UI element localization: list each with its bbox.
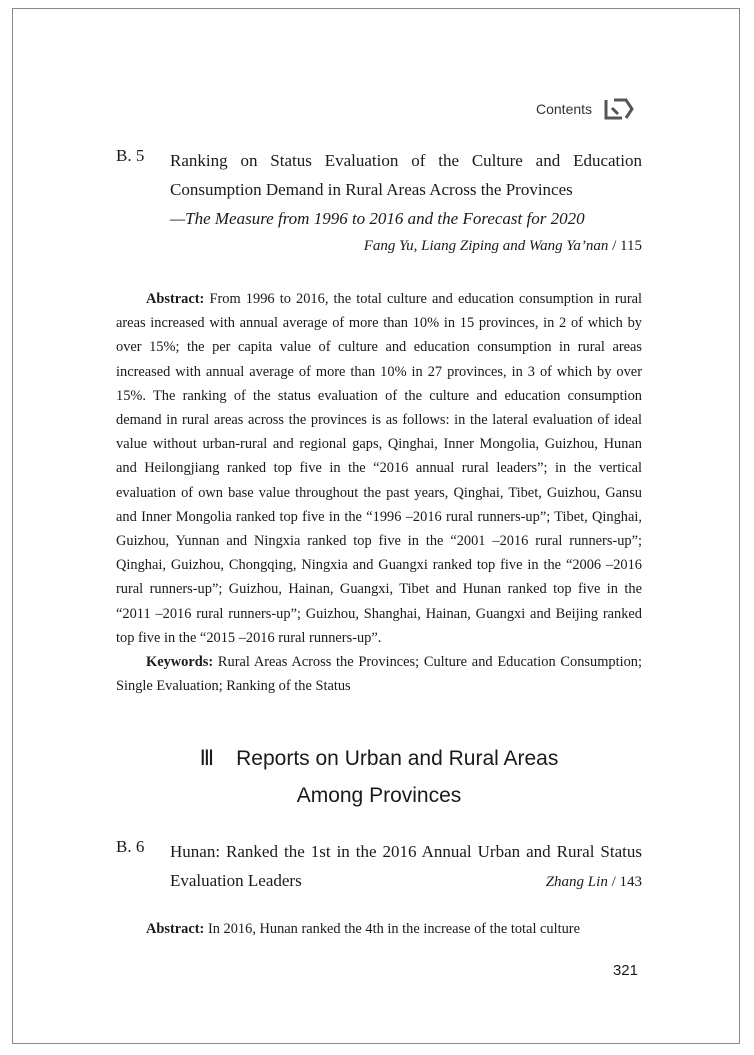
page-separator: / (607, 874, 620, 890)
entry-authors: Zhang Lin (545, 874, 608, 890)
entry-page: 143 (619, 874, 642, 890)
page-separator: / (608, 238, 621, 254)
section-heading (116, 740, 642, 814)
section-title-line1: Reports on Urban and Rural Areas (236, 747, 559, 770)
abstract-label: Abstract: (146, 921, 205, 937)
section-roman-numeral: Ⅲ (199, 747, 215, 770)
entry-page: 115 (620, 238, 642, 254)
toc-entry-b5[interactable] (116, 146, 642, 264)
entry-number: B. 5 (116, 146, 145, 165)
toc-entry-b6[interactable] (116, 837, 642, 897)
abstract-b5 (116, 287, 642, 698)
entry-title-block (170, 146, 642, 259)
abstract-text: From 1996 to 2016, the total culture and education consumption in rural areas increased with annual average of more than 10% in 15 provinces, in 2 of which by over 15%; the per capita value of culture and education consumption in rural areas increased with annual average of more than 10% in 27 provinces, in 3 of which by over 15%. The ranking of the status evaluation of the culture and education consumption demand in rural areas across the provinces is as follows: in the lateral evaluation of ideal value without urban-rural and regional gaps, Qinghai, Inner Mongolia, Guizhou, Hunan and Heilongjiang ranked top five in the “2016 annual rural leaders”; in the vertical evaluation of own base value throughout the past years, Qinghai, Tibet, Guizhou, Gansu and Inner Mongolia ranked top five in the “1996 –2016 rural runners-up”; Tibet, Qinghai, Guizhou, Yunnan and Ningxia ranked top five in the “2001 –2016 rural runners-up”; Qinghai, Guizhou, Chongqing, Ningxia and Guangxi ranked top five in the “2006 –2016 rural runners-up”; Guizhou, Hainan, Guangxi, Tibet and Hunan ranked top five in the “2011 –2016 rural runners-up”; Guizhou, Shanghai, Hainan, Guangxi and Beijing ranked top five in the “2015 –2016 rural runners-up”. (116, 291, 642, 646)
header-label: Contents (536, 101, 593, 117)
abstract-label: Abstract: (146, 291, 205, 307)
keywords-text: Rural Areas Across the Provinces; Culture and Education Consumption; Single Evaluation; Ranking of the Status (116, 654, 642, 695)
entry-authors: Fang Yu, Liang Ziping and Wang Ya’nan (363, 238, 609, 254)
page-number: 321 (612, 962, 638, 979)
keywords-label: Keywords: (146, 654, 214, 671)
entry-title: Hunan: Ranked the 1st in the 2016 Annual Urban and Rural Status Evaluation Leaders (170, 842, 642, 890)
entry-authors-line (170, 233, 642, 259)
entry-number: B. 6 (116, 837, 145, 856)
entry-title-wrap (170, 837, 642, 895)
entry-title: Ranking on Status Evaluation of the Culture and Education Consumption Demand in Rural Areas Across the Provinces (170, 151, 642, 199)
abstract-b6 (116, 917, 642, 941)
entry-subtitle: —The Measure from 1996 to 2016 and the Forecast for 2020 (170, 209, 585, 228)
section-heading-line1 (116, 740, 642, 777)
running-header (536, 96, 634, 122)
abstract-text: In 2016, Hunan ranked the 4th in the increase of the total culture (207, 921, 580, 937)
abstract-paragraph (116, 917, 642, 941)
keywords-paragraph (116, 650, 642, 698)
entry-authors-line (546, 869, 642, 895)
section-title-line2: Among Provinces (296, 784, 462, 807)
abstract-paragraph (116, 287, 642, 650)
entry-title-block (170, 837, 642, 895)
contents-corner-icon (604, 96, 634, 122)
